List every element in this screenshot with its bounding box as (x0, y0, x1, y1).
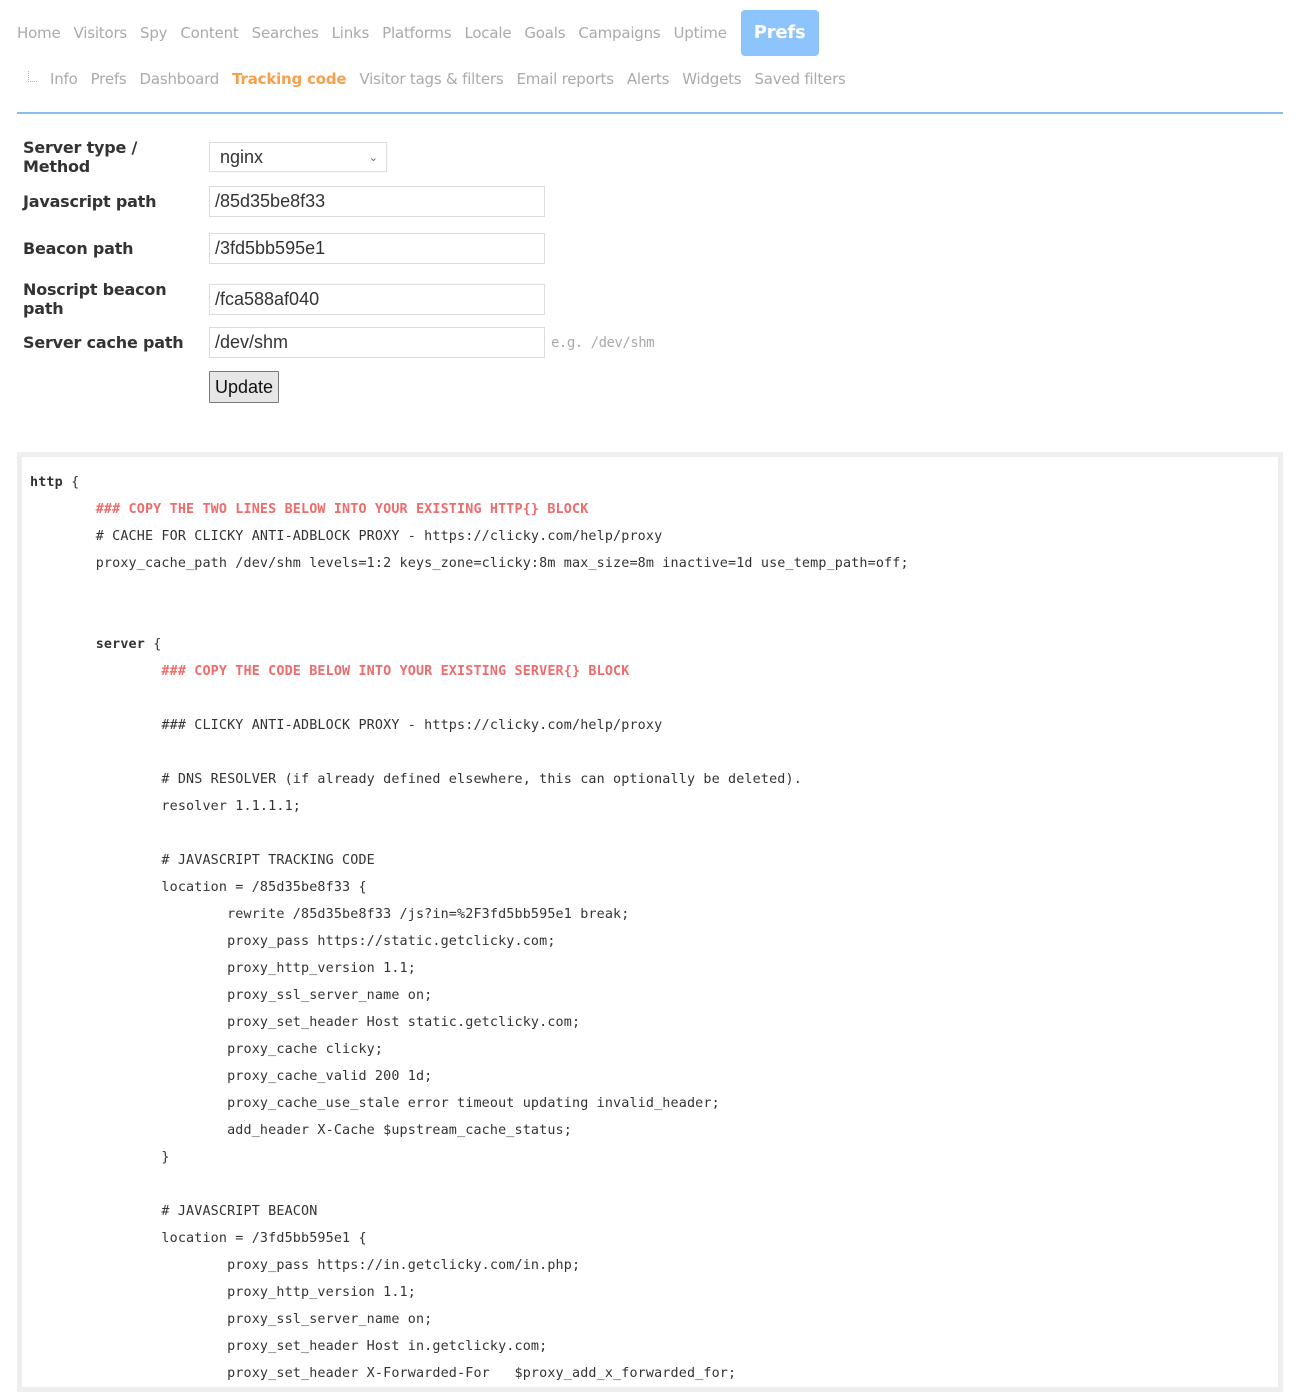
server-type-row (23, 138, 723, 176)
chevron-down-icon: ⌄ (368, 151, 378, 164)
code-line: proxy_ssl_server_name on; (30, 988, 433, 1003)
header-divider (17, 112, 1283, 114)
noscript-beacon-path-input[interactable]: /fca588af040 (209, 284, 545, 315)
code-line (30, 604, 909, 631)
nav-locale[interactable]: Locale (464, 24, 512, 42)
code-line: # DNS RESOLVER (if already defined elsewhere, this can optionally be deleted). (30, 772, 802, 787)
code-line: # CACHE FOR CLICKY ANTI-ADBLOCK PROXY - https://clicky.com/help/proxy (30, 529, 663, 544)
code-line: server { (95, 637, 162, 652)
code-line (30, 1171, 909, 1198)
code-line: ### COPY THE CODE BELOW INTO YOUR EXISTING SERVER{} BLOCK (30, 664, 630, 679)
nav-prefs[interactable]: Prefs (741, 10, 819, 56)
javascript-path-input[interactable]: /85d35be8f33 (209, 186, 545, 217)
code-line: proxy_cache clicky; (30, 1042, 384, 1057)
beacon-path-input[interactable]: /3fd5bb595e1 (209, 233, 545, 264)
code-line: proxy_http_version 1.1; (30, 961, 416, 976)
noscript-beacon-path-row (23, 280, 723, 318)
server-type-value: nginx (220, 146, 264, 167)
code-line (30, 739, 909, 766)
code-line: proxy_http_version 1.1; (30, 1285, 416, 1300)
subnav-visitor-tags-filters[interactable]: Visitor tags & filters (359, 70, 504, 88)
code-line: proxy_set_header X-Forwarded-For $proxy_add_x_forwarded_for; (30, 1366, 737, 1381)
code-line: proxy_set_header Host static.getclicky.com; (30, 1015, 581, 1030)
code-line: ### COPY THE TWO LINES BELOW INTO YOUR EXISTING HTTP{} BLOCK (30, 502, 589, 517)
subnav-tracking-code[interactable]: Tracking code (232, 70, 347, 88)
sub-nav (28, 66, 859, 92)
code-line: proxy_set_header Host in.getclicky.com; (30, 1339, 548, 1354)
javascript-path-label: Javascript path (23, 192, 157, 211)
code-line: proxy_cache_path /dev/shm levels=1:2 keys_zone=clicky:8m max_size=8m inactive=1d use_temp_path=off; (30, 556, 909, 571)
code-line: location = /3fd5bb595e1 { (30, 1231, 367, 1246)
server-cache-path-input[interactable]: /dev/shm (209, 327, 545, 358)
nav-spy[interactable]: Spy (140, 24, 168, 42)
beacon-path-row (23, 233, 723, 264)
subnav-email-reports[interactable]: Email reports (516, 70, 614, 88)
server-type-select[interactable] (209, 142, 387, 172)
code-line: } (30, 1150, 170, 1165)
server-cache-path-row (23, 327, 723, 358)
code-line: proxy_ssl_server_name on; (30, 1312, 433, 1327)
code-line: # JAVASCRIPT BEACON (30, 1204, 318, 1219)
nginx-config-code (30, 469, 909, 1387)
subnav-prefs[interactable]: Prefs (90, 70, 127, 88)
code-line: ### CLICKY ANTI-ADBLOCK PROXY - https://clicky.com/help/proxy (30, 718, 663, 733)
code-line (30, 577, 909, 604)
subnav-widgets[interactable]: Widgets (682, 70, 742, 88)
server-type-label: Server type / Method (23, 138, 138, 176)
nav-visitors[interactable]: Visitors (73, 24, 128, 42)
tree-corner-icon (28, 71, 37, 82)
subnav-info[interactable]: Info (50, 70, 78, 88)
nav-platforms[interactable]: Platforms (382, 24, 452, 42)
noscript-beacon-path-label: Noscript beacon path (23, 280, 167, 318)
code-line: # JAVASCRIPT TRACKING CODE (30, 853, 375, 868)
javascript-path-row (23, 186, 723, 217)
beacon-path-label: Beacon path (23, 239, 134, 258)
code-line (30, 820, 909, 847)
nav-searches[interactable]: Searches (251, 24, 319, 42)
code-line: add_header X-Cache $upstream_cache_status; (30, 1123, 572, 1138)
subnav-saved-filters[interactable]: Saved filters (754, 70, 846, 88)
nginx-config-code-box (17, 452, 1283, 1392)
nav-home[interactable]: Home (17, 24, 61, 42)
code-line (30, 685, 909, 712)
subnav-dashboard[interactable]: Dashboard (139, 70, 220, 88)
update-button[interactable]: Update (209, 371, 279, 403)
code-line: proxy_cache_valid 200 1d; (30, 1069, 433, 1084)
main-nav (17, 10, 832, 56)
code-line: resolver 1.1.1.1; (30, 799, 301, 814)
nav-campaigns[interactable]: Campaigns (578, 24, 661, 42)
nav-content[interactable]: Content (180, 24, 239, 42)
code-line: location = /85d35be8f33 { (30, 880, 367, 895)
nav-links[interactable]: Links (331, 24, 370, 42)
code-line: proxy_pass https://static.getclicky.com; (30, 934, 556, 949)
code-line: rewrite /85d35be8f33 /js?in=%2F3fd5bb595e1 break; (30, 907, 630, 922)
code-line: proxy_pass https://in.getclicky.com/in.php; (30, 1258, 581, 1273)
server-cache-path-hint: e.g. /dev/shm (551, 334, 655, 351)
code-line: http { (30, 475, 80, 490)
nav-uptime[interactable]: Uptime (673, 24, 727, 42)
server-cache-path-label: Server cache path (23, 333, 184, 352)
code-line: proxy_cache_use_stale error timeout updating invalid_header; (30, 1096, 720, 1111)
nav-goals[interactable]: Goals (524, 24, 566, 42)
subnav-alerts[interactable]: Alerts (626, 70, 670, 88)
